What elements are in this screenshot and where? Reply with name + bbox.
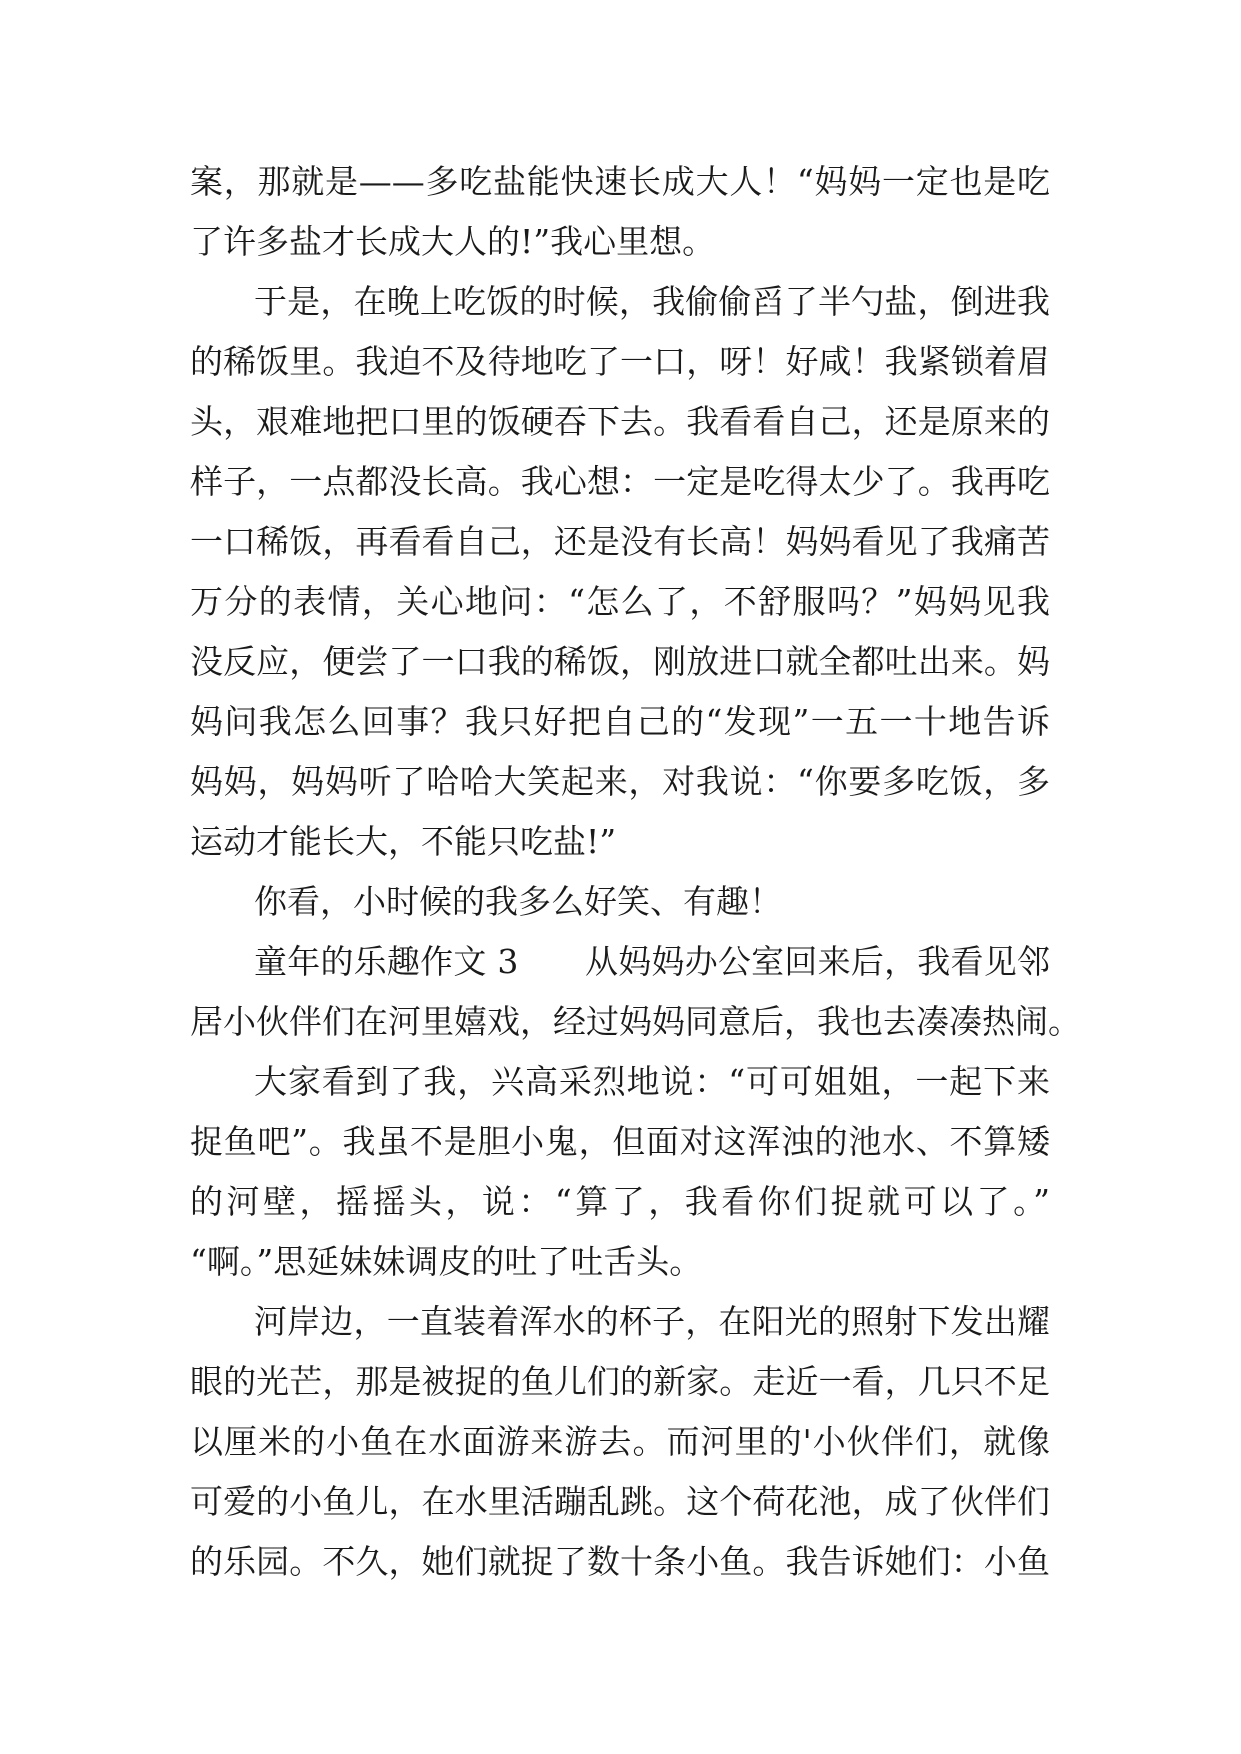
text-line: “啊。”思延妹妹调皮的吐了吐舌头。 — [190, 1242, 703, 1281]
text-line: 居小伙伴们在河里嬉戏，经过妈妈同意后，我也去凑凑热闹。 — [190, 1002, 1081, 1041]
text-line: 河岸边，一直装着浑水的杯子，在阳光的照射下发出耀 — [254, 1302, 1050, 1341]
text-line: 案，那就是——多吃盐能快速长成大人！“妈妈一定也是吃 — [190, 162, 1050, 201]
text-line: 你看，小时候的我多么好笑、有趣！ — [254, 882, 782, 921]
text-line: 的乐园。不久，她们就捉了数十条小鱼。我告诉她们：小鱼 — [190, 1542, 1050, 1581]
text-line: 万分的表情，关心地问：“怎么了，不舒服吗？”妈妈见我 — [190, 582, 1050, 621]
text-line: 运动才能长大，不能只吃盐!” — [190, 822, 617, 861]
text-line: 的稀饭里。我迫不及待地吃了一口，呀！好咸！我紧锁着眉 — [190, 342, 1050, 381]
text-line: 大家看到了我，兴高采烈地说：“可可姐姐，一起下来 — [254, 1062, 1050, 1101]
text-line: 可爱的小鱼儿，在水里活蹦乱跳。这个荷花池，成了伙伴们 — [190, 1482, 1050, 1521]
text-line: 以厘米的小鱼在水面游来游去。而河里的'小伙伴们，就像 — [190, 1422, 1050, 1461]
text-line: 了许多盐才长成大人的!”我心里想。 — [190, 222, 716, 261]
text-line: 样子，一点都没长高。我心想：一定是吃得太少了。我再吃 — [190, 462, 1050, 501]
text-line: 一口稀饭，再看看自己，还是没有长高！妈妈看见了我痛苦 — [190, 522, 1050, 561]
text-line: 头，艰难地把口里的饭硬吞下去。我看看自己，还是原来的 — [190, 402, 1050, 441]
text-line: 妈妈，妈妈听了哈哈大笑起来，对我说：“你要多吃饭，多 — [190, 762, 1050, 801]
text-line: 于是，在晚上吃饭的时候，我偷偷舀了半勺盐，倒进我 — [254, 282, 1050, 321]
text-line: 没反应，便尝了一口我的稀饭，刚放进口就全都吐出来。妈 — [190, 642, 1050, 681]
text-line: 妈问我怎么回事？我只好把自己的“发现”一五一十地告诉 — [190, 702, 1050, 741]
text-line: 眼的光芒，那是被捉的鱼儿们的新家。走近一看，几只不足 — [190, 1362, 1050, 1401]
section-heading-line: 童年的乐趣作文 3 从妈妈办公室回来后，我看见邻 — [254, 942, 1050, 981]
text-line: 捉鱼吧”。我虽不是胆小鬼，但面对这浑浊的池水、不算矮 — [190, 1122, 1050, 1161]
text-line: 的河壁，摇摇头，说：“算了，我看你们捉就可以了。” — [190, 1182, 1050, 1221]
